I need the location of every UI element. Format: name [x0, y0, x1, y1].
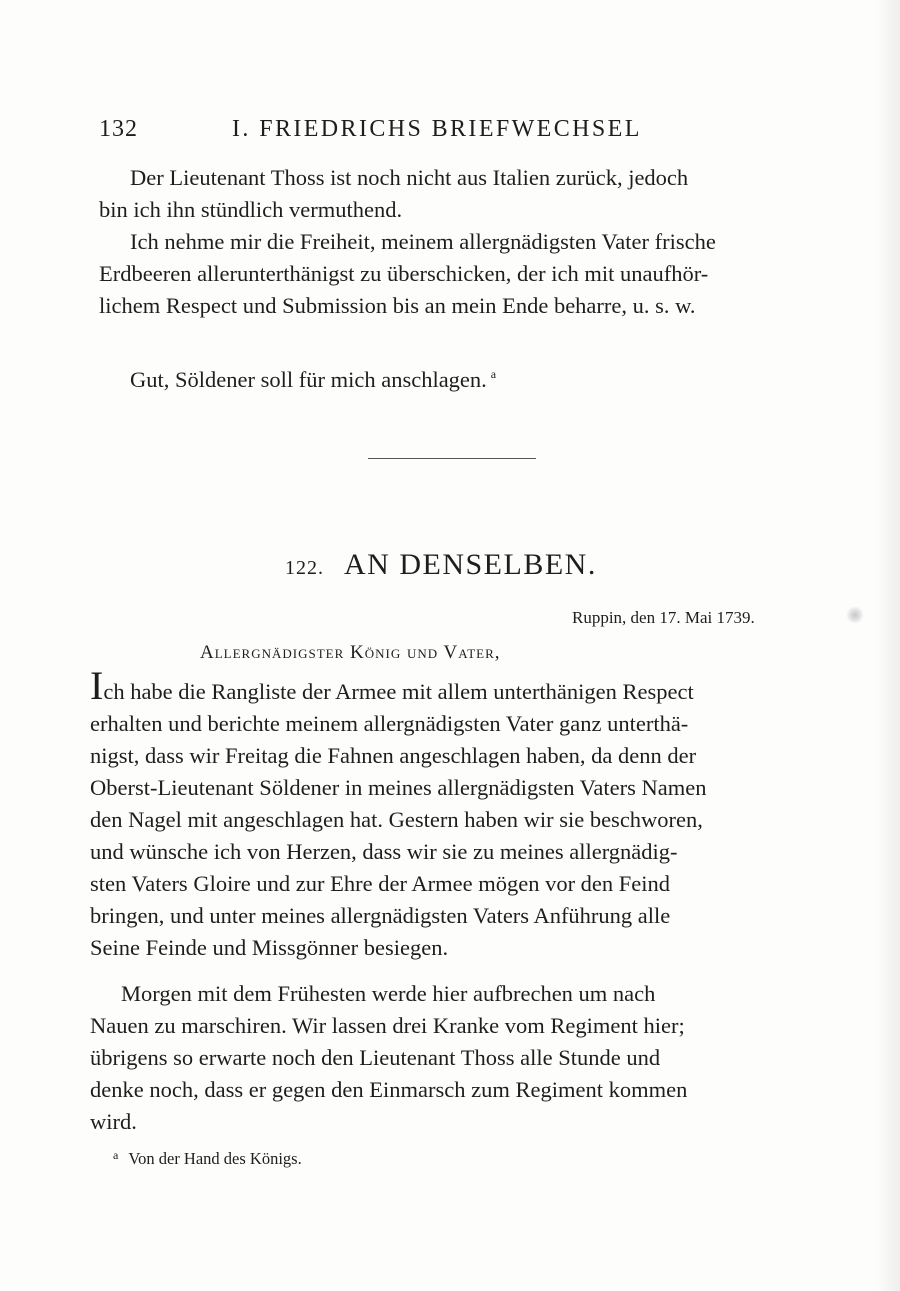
text-line: denke noch, dass er gegen den Einmarsch zum Regiment kommen [90, 1077, 688, 1102]
letter-heading [285, 548, 597, 582]
paper-smudge [846, 606, 864, 624]
prev-letter-paragraph-1 [99, 162, 824, 226]
page-number: 132 [99, 116, 138, 142]
text-line: sten Vaters Gloire und zur Ehre der Armee mögen vor den Feind [90, 871, 671, 896]
running-head-title: I. FRIEDRICHS BRIEFWECHSEL [232, 116, 642, 142]
footnote-text: Von der Hand des Königs. [128, 1149, 302, 1168]
text-line: Oberst-Lieutenant Söldener in meines allergnädigsten Vaters Namen [90, 775, 707, 800]
text-line: nigst, dass wir Freitag die Fahnen angeschlagen haben, da denn der [90, 743, 697, 768]
text-line: lichem Respect und Submission bis an mein Ende beharre, u. s. w. [99, 293, 696, 318]
postscript-text: Gut, Söldener soll für mich anschlagen. [130, 367, 487, 392]
text-line: bringen, und unter meines allergnädigsten Vaters Anführung alle [90, 903, 671, 928]
text-line: Nauen zu marschiren. Wir lassen drei Kranke vom Regiment hier; [90, 1013, 685, 1038]
section-divider [368, 458, 536, 459]
footnote [113, 1148, 302, 1169]
footnote-mark: a [113, 1148, 119, 1162]
letter-paragraph-2 [90, 978, 815, 1138]
text-line: übrigens so erwarte noch den Lieutenant Thoss alle Stunde und [90, 1045, 661, 1070]
postscript [130, 358, 496, 396]
letter-number: 122. [285, 557, 324, 579]
text-line: erhalten und berichte meinem allergnädigsten Vater ganz unterthä- [90, 711, 689, 736]
text-line: den Nagel mit angeschlagen hat. Gestern haben wir sie beschworen, [90, 807, 703, 832]
dateline: Ruppin, den 17. Mai 1739. [572, 608, 755, 627]
text-line: Morgen mit dem Frühesten werde hier aufbrechen um nach [121, 981, 656, 1006]
text-line: und wünsche ich von Herzen, dass wir sie zu meines allergnädig- [90, 839, 678, 864]
salutation: Allergnädigster König und Vater, [200, 642, 501, 663]
text-line [90, 663, 815, 708]
drop-cap: I [90, 663, 104, 708]
running-head [99, 116, 642, 143]
text-line: Seine Feinde und Missgönner besiegen. [90, 935, 449, 960]
text-line: Erdbeeren allerunterthänigst zu überschicken, der ich mit unaufhör- [99, 261, 709, 286]
page-edge-shadow [876, 0, 900, 1291]
footnote-reference: a [490, 367, 497, 381]
text-line: bin ich ihn stündlich vermuthend. [99, 197, 403, 222]
text-line: Ich nehme mir die Freiheit, meinem allergnädigsten Vater frische [130, 229, 716, 254]
letter-title: AN DENSELBEN. [344, 548, 597, 581]
first-line-rest: ch habe die Rangliste der Armee mit allem unterthänigen Respect [103, 679, 694, 704]
letter-paragraph-1 [90, 663, 815, 964]
text-line: wird. [90, 1109, 137, 1134]
text-line: Der Lieutenant Thoss ist noch nicht aus Italien zurück, jedoch [130, 165, 689, 190]
prev-letter-paragraph-2 [99, 226, 824, 322]
